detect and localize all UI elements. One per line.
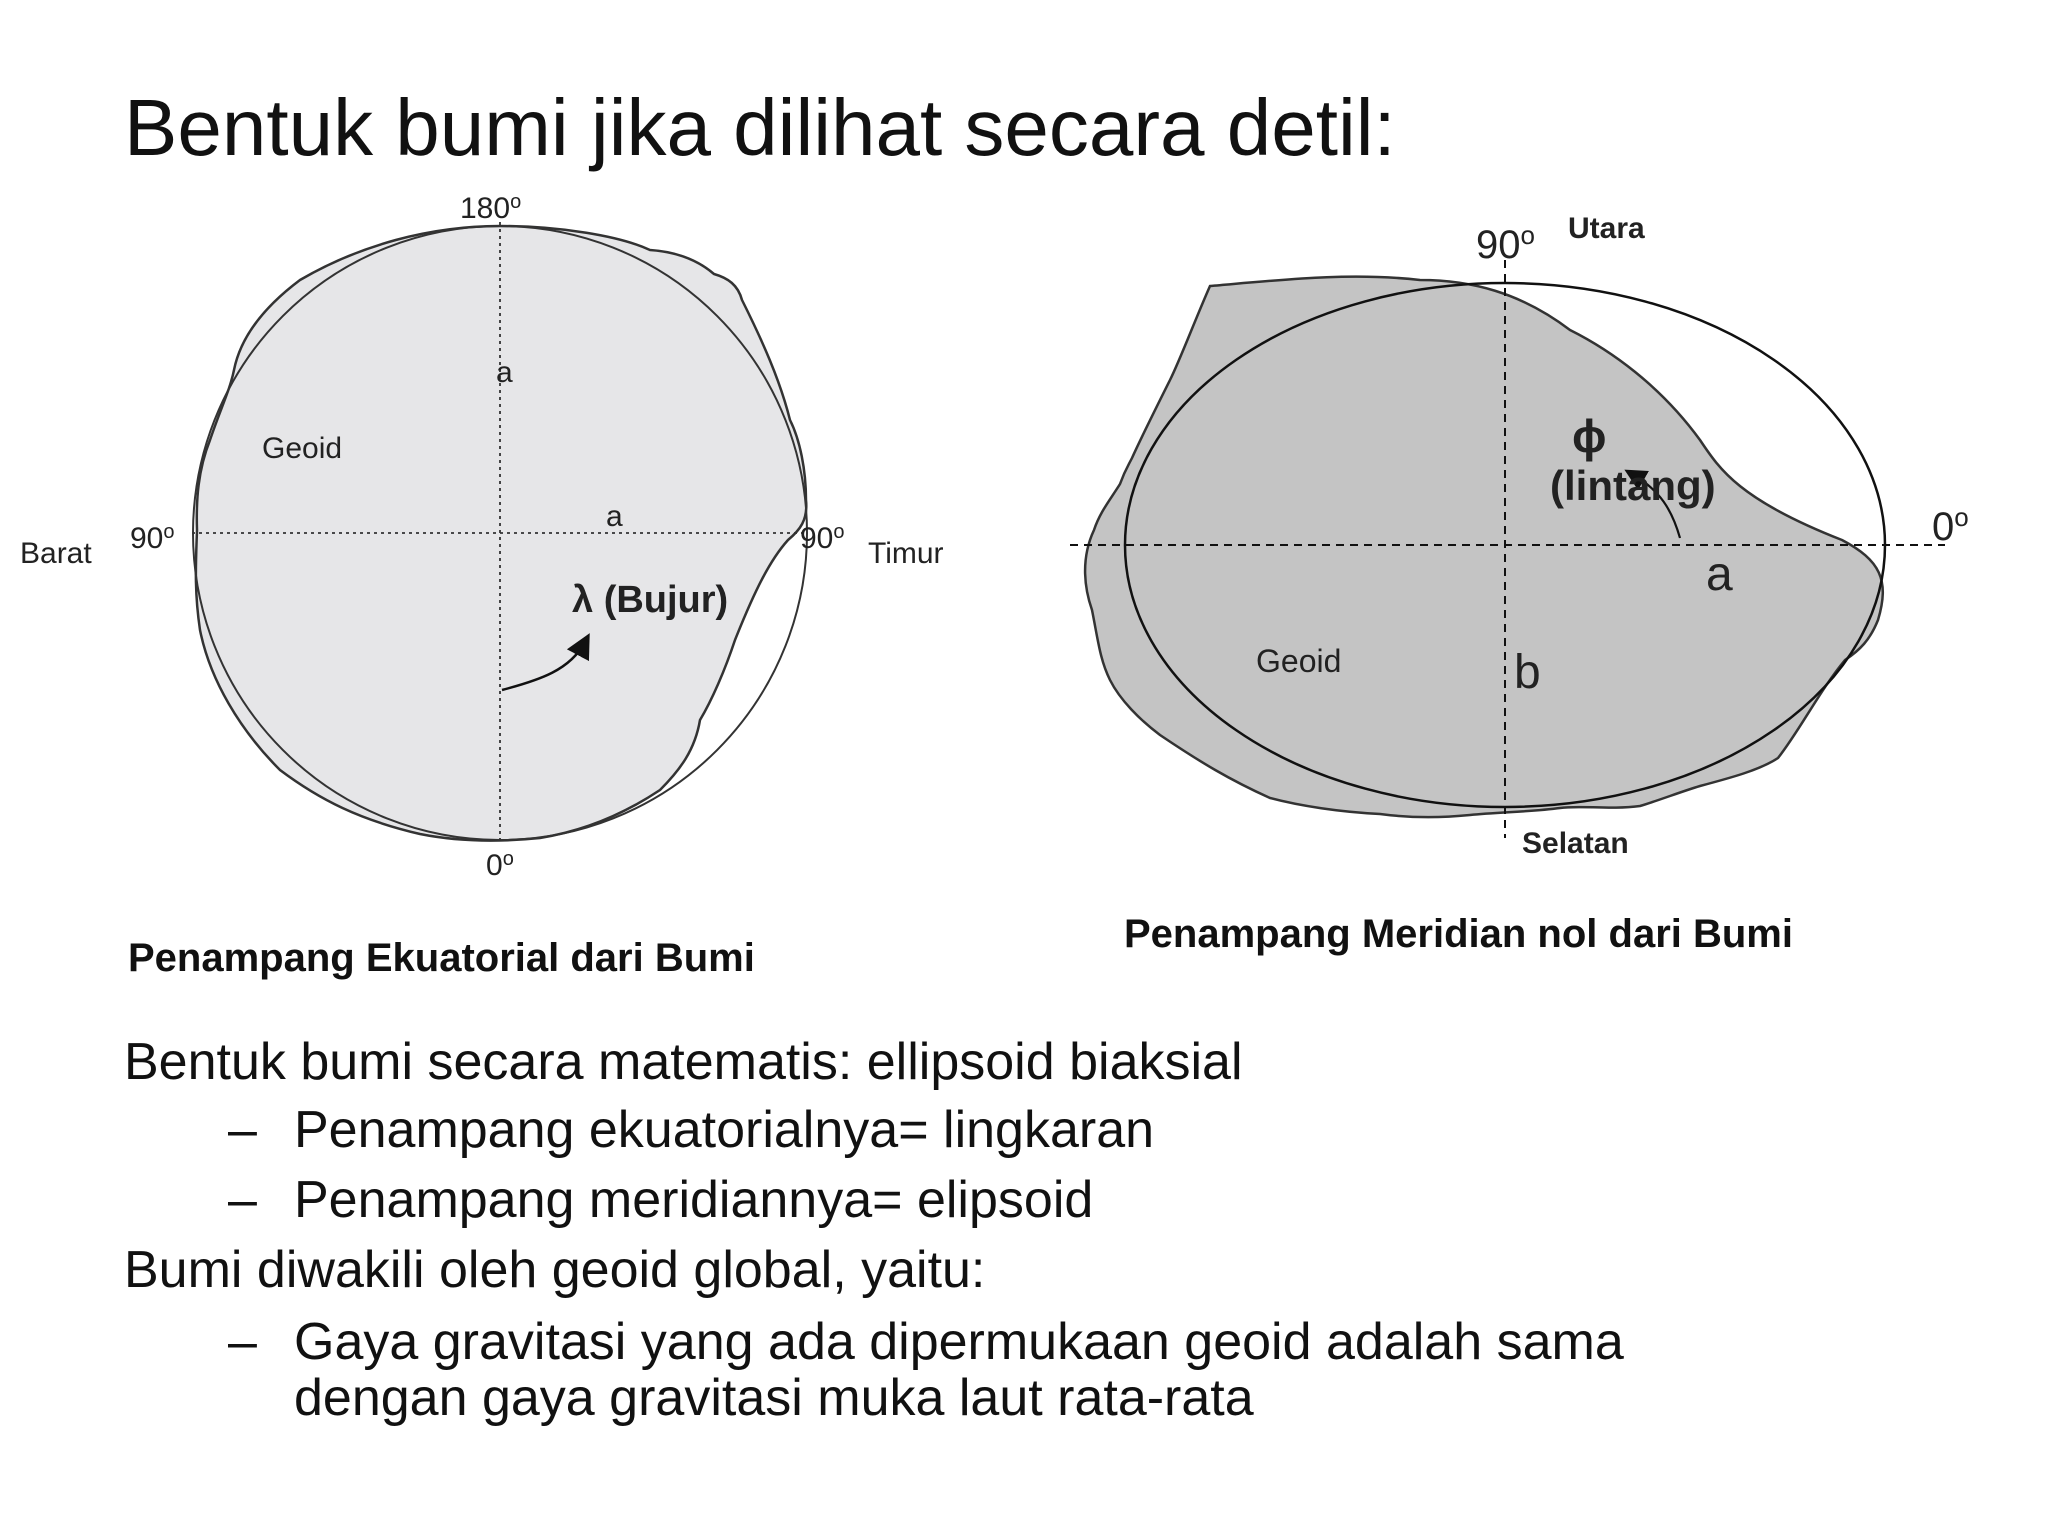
text-line-2: Bumi diwakili oleh geoid global, yaitu:	[124, 1241, 986, 1299]
text-line-1: Bentuk bumi secara matematis: ellipsoid biaksial	[124, 1033, 1243, 1091]
bullet-3-line-2: dengan gaya gravitasi muka laut rata-rata	[294, 1369, 1254, 1427]
bullet-3-line-1: Gaya gravitasi yang ada dipermukaan geoid adalah sama	[294, 1313, 1624, 1371]
label-radius-vertical: a	[496, 356, 513, 389]
bullet-1: Penampang ekuatorialnya= lingkaran	[294, 1101, 1155, 1159]
meridian-diagram	[1070, 212, 1969, 860]
label-semi-major: a	[1706, 548, 1733, 601]
bullet-2: Penampang meridiannya= elipsoid	[294, 1171, 1094, 1229]
label-90-north: 90$^o$	[1476, 220, 1535, 267]
label-geoid-equatorial: Geoid	[262, 432, 343, 465]
label-latitude: (lintang)	[1550, 462, 1716, 509]
label-west: Barat	[20, 537, 92, 570]
caption-meridian: Penampang Meridian nol dari Bumi	[1124, 912, 1793, 956]
label-0-east: 0$^o$	[1932, 502, 1969, 549]
label-north: Utara	[1568, 212, 1645, 245]
label-longitude: λ (Bujur)	[572, 579, 729, 621]
slide-title: Bentuk bumi jika dilihat secara detil:	[124, 83, 1396, 172]
label-90-west: 90$^o$	[130, 521, 175, 555]
label-geoid-meridian: Geoid	[1256, 643, 1342, 679]
bullet-dash-2: –	[228, 1171, 257, 1229]
label-180: 180$^o$	[460, 191, 522, 225]
label-semi-minor: b	[1514, 646, 1541, 699]
label-south: Selatan	[1522, 827, 1629, 860]
bullet-dash-1: –	[228, 1101, 257, 1159]
equatorial-diagram	[20, 191, 944, 882]
label-0: 0$^o$	[486, 848, 514, 882]
label-90-east: 90$^o$	[800, 521, 845, 555]
caption-equatorial: Penampang Ekuatorial dari Bumi	[128, 936, 755, 980]
label-east: Timur	[868, 537, 944, 570]
bullet-dash-3: –	[228, 1313, 257, 1371]
label-phi: ϕ	[1572, 410, 1607, 462]
label-radius-horizontal: a	[606, 500, 623, 533]
